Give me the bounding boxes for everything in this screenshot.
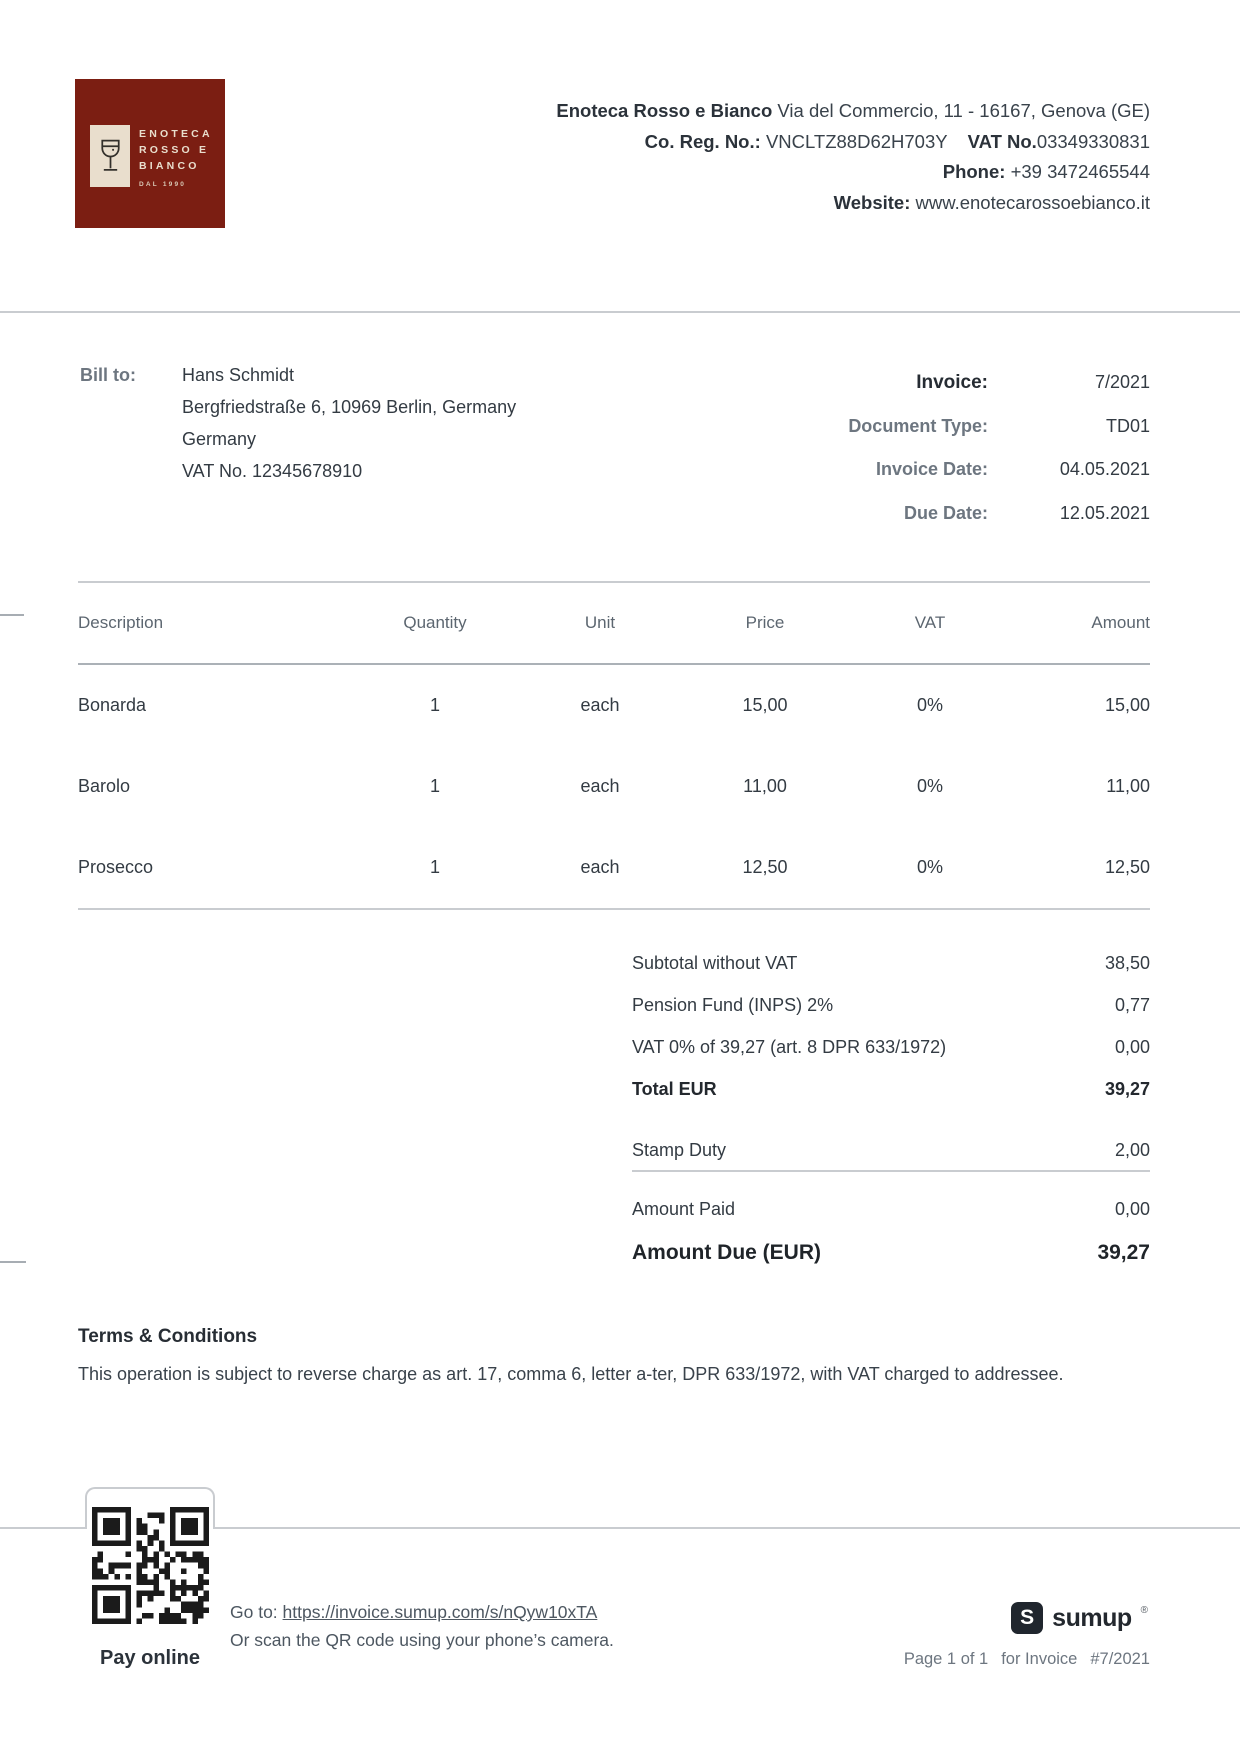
header-divider bbox=[0, 311, 1240, 313]
item-price: 12,50 bbox=[742, 857, 788, 877]
fold-mark bbox=[0, 614, 24, 616]
stamp-duty-row bbox=[632, 1130, 1150, 1172]
go-to-label: Go to: bbox=[230, 1602, 278, 1622]
item-quantity: 1 bbox=[429, 695, 440, 715]
company-phone bbox=[556, 157, 1150, 188]
meta-row-due-date bbox=[848, 492, 1150, 536]
pay-online-label: Pay online bbox=[99, 1647, 201, 1669]
sumup-branding bbox=[1011, 1602, 1148, 1634]
phone-value: +39 3472465544 bbox=[1010, 161, 1150, 182]
vat-value: 03349330831 bbox=[1036, 130, 1150, 152]
company-address: Via del Commercio, 11 - 16167, Genova (GE) bbox=[777, 100, 1150, 121]
item-price: 11,00 bbox=[743, 776, 787, 796]
invoice-label: Invoice: bbox=[916, 371, 988, 393]
col-header-quantity: Quantity bbox=[403, 613, 467, 632]
amount-due-label: Amount Due (EUR) bbox=[632, 1241, 821, 1264]
company-name: Enoteca Rosso e Bianco bbox=[556, 100, 773, 121]
due-date-label: Due Date: bbox=[903, 502, 988, 523]
phone-label: Phone: bbox=[942, 161, 1006, 182]
item-price: 15,00 bbox=[742, 695, 788, 715]
vat-row bbox=[632, 1026, 1150, 1068]
table-row bbox=[78, 746, 1150, 827]
col-header-vat: VAT bbox=[914, 613, 946, 632]
logo-brand-line: ROSSO E bbox=[139, 144, 210, 156]
subtotal-value: 38,50 bbox=[1104, 952, 1150, 973]
logo-brand-line: ENOTECA bbox=[139, 128, 213, 140]
payment-link[interactable]: https://invoice.sumup.com/s/nQyw10xTA bbox=[282, 1602, 598, 1622]
customer-name: Hans Schmidt bbox=[182, 365, 295, 385]
amount-due-value: 39,27 bbox=[1097, 1241, 1150, 1264]
sumup-wordmark: sumup bbox=[1052, 1604, 1132, 1632]
meta-row-document-type bbox=[848, 405, 1150, 449]
terms-body: This operation is subject to reverse charge as art. 17, comma 6, letter a-ter, DPR 633/1972, with VAT charged to addressee. bbox=[78, 1364, 1064, 1384]
amount-paid-label: Amount Paid bbox=[632, 1198, 736, 1219]
meta-row-invoice bbox=[848, 361, 1150, 405]
item-amount: 15,00 bbox=[1104, 695, 1150, 715]
sumup-logo-icon: S bbox=[1011, 1602, 1043, 1634]
subtotal-row bbox=[632, 942, 1150, 984]
qr-code bbox=[92, 1507, 209, 1624]
pay-section-divider bbox=[0, 1527, 85, 1529]
page-footer-info bbox=[904, 1650, 1150, 1669]
wine-glass-icon bbox=[90, 125, 130, 187]
vat-total-label: VAT 0% of 39,27 (art. 8 DPR 633/1972) bbox=[632, 1036, 947, 1057]
invoice-number: 7/2021 bbox=[1094, 372, 1150, 393]
registered-mark: ® bbox=[1140, 1605, 1148, 1616]
item-unit: each bbox=[580, 857, 620, 877]
item-vat: 0% bbox=[916, 857, 943, 877]
table-row bbox=[78, 827, 1150, 908]
total-eur-row bbox=[632, 1068, 1150, 1110]
amount-paid-row bbox=[632, 1188, 1150, 1230]
item-unit: each bbox=[580, 695, 620, 715]
pension-fund-value: 0,77 bbox=[1114, 994, 1150, 1015]
company-name-address bbox=[556, 96, 1150, 127]
item-quantity: 1 bbox=[429, 776, 440, 796]
company-header bbox=[556, 96, 1150, 218]
col-header-unit: Unit bbox=[584, 613, 616, 632]
item-description: Bonarda bbox=[78, 695, 147, 715]
totals-section bbox=[632, 942, 1150, 1276]
co-reg-value: VNCLTZ88D62H703Y bbox=[765, 130, 948, 152]
co-reg-label: Co. Reg. No.: bbox=[644, 130, 761, 152]
line-items-table bbox=[78, 581, 1150, 910]
stamp-duty-label: Stamp Duty bbox=[632, 1139, 727, 1160]
meta-row-invoice-date bbox=[848, 448, 1150, 492]
item-vat: 0% bbox=[916, 776, 943, 796]
terms-title: Terms & Conditions bbox=[78, 1326, 258, 1347]
item-description: Barolo bbox=[78, 776, 131, 796]
website-label: Website: bbox=[833, 191, 911, 213]
total-eur-label: Total EUR bbox=[632, 1078, 717, 1099]
company-logo bbox=[75, 79, 225, 228]
website-value: www.enotecarossoebianco.it bbox=[915, 191, 1150, 213]
col-header-description: Description bbox=[78, 613, 164, 632]
stamp-duty-value: 2,00 bbox=[1114, 1139, 1150, 1160]
invoice-date-value: 04.05.2021 bbox=[1059, 459, 1150, 480]
pension-fund-row bbox=[632, 984, 1150, 1026]
document-type-label: Document Type: bbox=[848, 415, 988, 436]
table-row bbox=[78, 665, 1150, 746]
pension-fund-label: Pension Fund (INPS) 2% bbox=[632, 994, 834, 1015]
col-header-price: Price bbox=[745, 613, 785, 632]
invoice-date-label: Invoice Date: bbox=[875, 459, 988, 480]
item-unit: each bbox=[580, 776, 620, 796]
payment-instructions bbox=[230, 1598, 614, 1654]
logo-tagline: DAL 1990 bbox=[139, 181, 187, 188]
vat-label: VAT No. bbox=[967, 130, 1037, 152]
company-website bbox=[556, 188, 1150, 219]
customer-street: Bergfriedstraße 6, 10969 Berlin, Germany bbox=[182, 397, 517, 417]
item-quantity: 1 bbox=[429, 857, 440, 877]
bill-to-section bbox=[80, 359, 516, 487]
amount-due-row bbox=[632, 1230, 1150, 1276]
document-type-value: TD01 bbox=[1105, 415, 1150, 436]
table-header-row bbox=[78, 583, 1150, 665]
item-amount: 12,50 bbox=[1104, 857, 1150, 877]
pay-section-divider bbox=[215, 1527, 1240, 1529]
company-registration bbox=[556, 127, 1150, 158]
invoice-meta bbox=[848, 361, 1150, 535]
logo-brand-line: BIANCO bbox=[139, 160, 200, 172]
page-number: Page 1 of 1 bbox=[903, 1650, 989, 1668]
subtotal-label: Subtotal without VAT bbox=[632, 952, 798, 973]
item-amount: 11,00 bbox=[1106, 776, 1150, 796]
customer-vat: VAT No. 12345678910 bbox=[182, 461, 363, 481]
item-vat: 0% bbox=[916, 695, 943, 715]
amount-paid-value: 0,00 bbox=[1114, 1198, 1150, 1219]
qr-scan-hint: Or scan the QR code using your phone’s camera. bbox=[230, 1630, 614, 1650]
total-eur-value: 39,27 bbox=[1104, 1078, 1150, 1099]
bill-to-label: Bill to: bbox=[80, 365, 136, 385]
for-invoice-label: for Invoice bbox=[1001, 1650, 1078, 1668]
customer-country: Germany bbox=[182, 429, 257, 449]
terms-section bbox=[78, 1326, 1150, 1389]
vat-total-value: 0,00 bbox=[1114, 1036, 1150, 1057]
due-date-value: 12.05.2021 bbox=[1059, 502, 1150, 523]
col-header-amount: Amount bbox=[1091, 613, 1150, 632]
invoice-reference: #7/2021 bbox=[1090, 1650, 1150, 1668]
item-description: Prosecco bbox=[78, 857, 154, 877]
fold-mark bbox=[0, 1261, 26, 1263]
